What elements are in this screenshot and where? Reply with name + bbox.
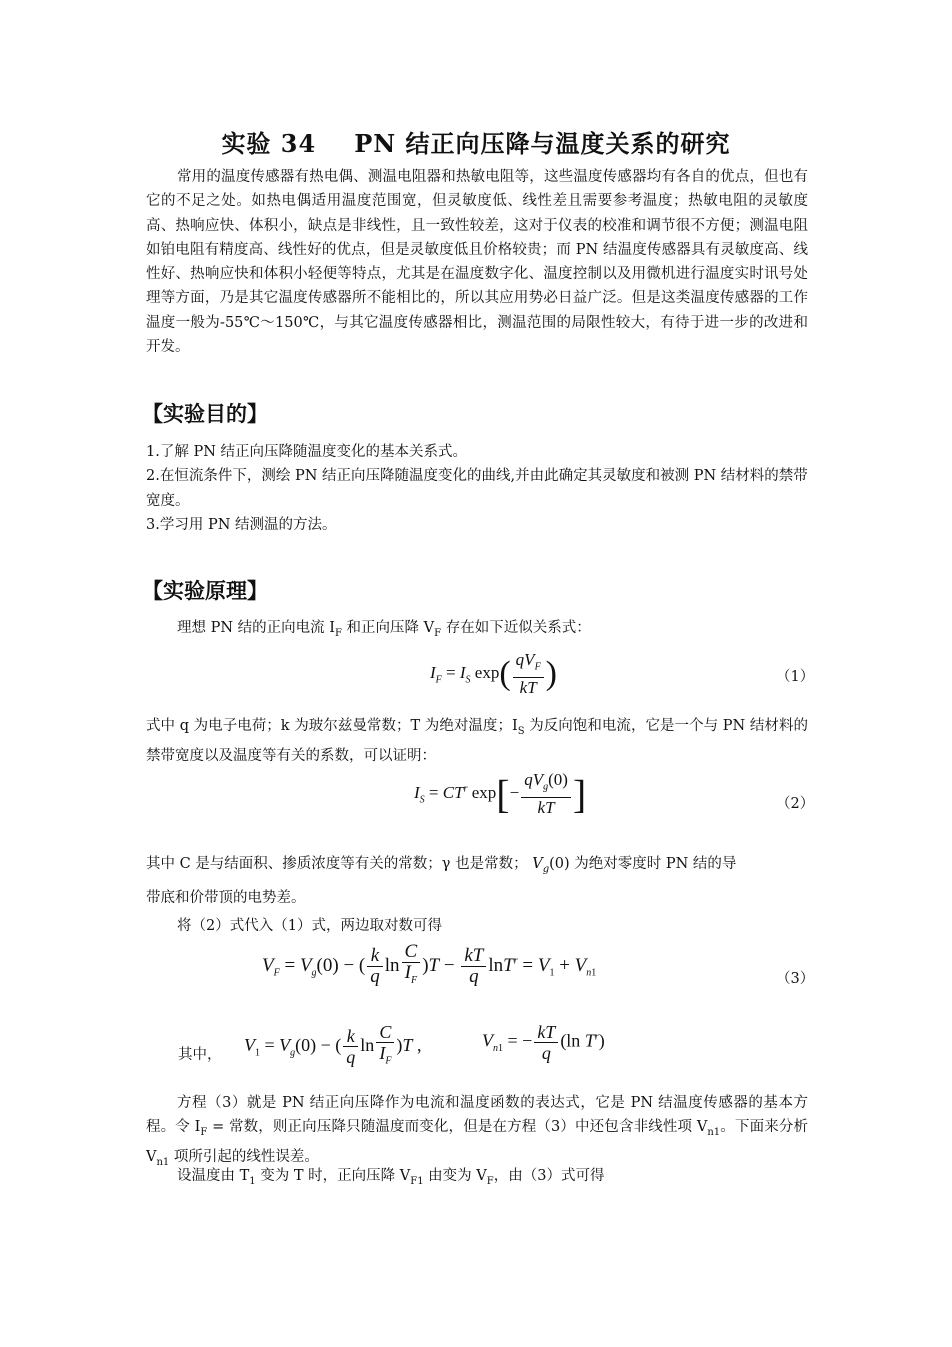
principle-paragraph-4: 将（2）式代入（1）式，两边取对数可得 <box>177 918 442 934</box>
principle-paragraph-3-cont: 带底和价带顶的电势差。 <box>146 890 306 906</box>
principle-paragraph-1: 理想 PN 结的正向电流 $I_F$ 和正向压降 $V_F$ 存在如下近似关系式： <box>177 620 591 639</box>
experiment-title: PN 结正向压降与温度关系的研究 <box>354 129 731 158</box>
where-label: 其中， <box>178 1047 222 1063</box>
equation-3-number: （3） <box>776 971 815 987</box>
section-heading-purpose: 【实验目的】 <box>142 402 268 426</box>
principle-paragraph-5: 方程（3）就是 PN 结正向压降作为电流和温度函数的表达式，它是 PN 结温度传感器的基本方程。令 $I_F$ = 常数，则正向压降只随温度而变化，但是在方程（3）中还包含非线性项 $V_{n1}$。下面来分析 $V_{n1}$ 项所引起的线性误差。 <box>146 1095 809 1169</box>
principle-paragraph-6: 设温度由 $T_1$ 变为 T 时，正向压降 $V_{F1}$ 由变为 $V_F$，由（3）式可得 <box>177 1168 605 1187</box>
section-heading-principle: 【实验原理】 <box>142 579 268 603</box>
list-item: 1.了解 PN 结正向压降随温度变化的基本关系式。 <box>146 444 467 460</box>
list-item: 3.学习用 PN 结测温的方法。 <box>146 516 337 533</box>
equation-1: $I_F = I_S$ exp( $\frac{qV_F}{kT}$ ) <box>430 650 557 698</box>
equation-3: $V_F = V_g(0)$ − ( $\frac{k}{q}$ ln $\frac{C}{I_F}$ )T − $\frac{kT}{q}$ $\ln T^r = V_1 + V_{n1}$ <box>262 941 597 987</box>
page-title <box>0 124 952 159</box>
equation-vn1: $V_{n1}$ = − $\frac{kT}{q}$ (ln $T^r$) <box>482 1022 605 1063</box>
purpose-list <box>146 440 808 537</box>
equation-2-number: （2） <box>776 796 815 812</box>
experiment-number: 实验 34 <box>221 129 317 158</box>
principle-paragraph-2: 式中 q 为电子电荷；k 为玻尔兹曼常数；T 为绝对温度；$I_S$ 为反向饱和电流，它是一个与 PN 结材料的禁带宽度以及温度等有关的系数，可以证明： <box>146 718 808 765</box>
principle-paragraph-3: 其中 C 是与结面积、掺质浓度等有关的常数；γ 也是常数； $V_g(0)$ 为绝对零度时 PN 结的导 <box>146 856 737 875</box>
intro-paragraph: 常用的温度传感器有热电偶、测温电阻器和热敏电阻等，这些温度传感器均有各自的优点，但也有它的不足之处。如热电偶适用温度范围宽，但灵敏度低、线性差且需要参考温度；热敏电阻的灵敏度高、热响应快、体积小，缺点是非线性，且一致性较差，这对于仪表的校准和调节很不方便；测温电阻如铂电阻有精度高、线性好的优点，但是灵敏度低且价格较贵；而 PN 结温度传感器具有灵敏度高、线性好、热响应快和体积小轻便等特点，尤其是在温度数字化、温度控制以及用微机进行温度实时讯号处理等方面，乃是其它温度传感器所不能相比的，所以其应用势必日益广泛。但是这类温度传感器的工作温度一般为-55℃～150℃，与其它温度传感器相比，测温范围的局限性较大，有待于进一步的改进和开发。 <box>146 169 808 356</box>
equation-v1: $V_1 = V_g(0)$ − ( $\frac{k}{q}$ ln $\frac{C}{I_F}$ )T , <box>244 1022 422 1068</box>
equation-2: $I_S = CT^r$ exp[− $\frac{qV_g(0)}{kT}$ ] <box>414 770 587 818</box>
list-item: 2.在恒流条件下，测绘 PN 结正向压降随温度变化的曲线,并由此确定其灵敏度和被测 PN 结材料的禁带宽度。 <box>146 468 808 509</box>
equation-1-number: （1） <box>776 669 815 685</box>
